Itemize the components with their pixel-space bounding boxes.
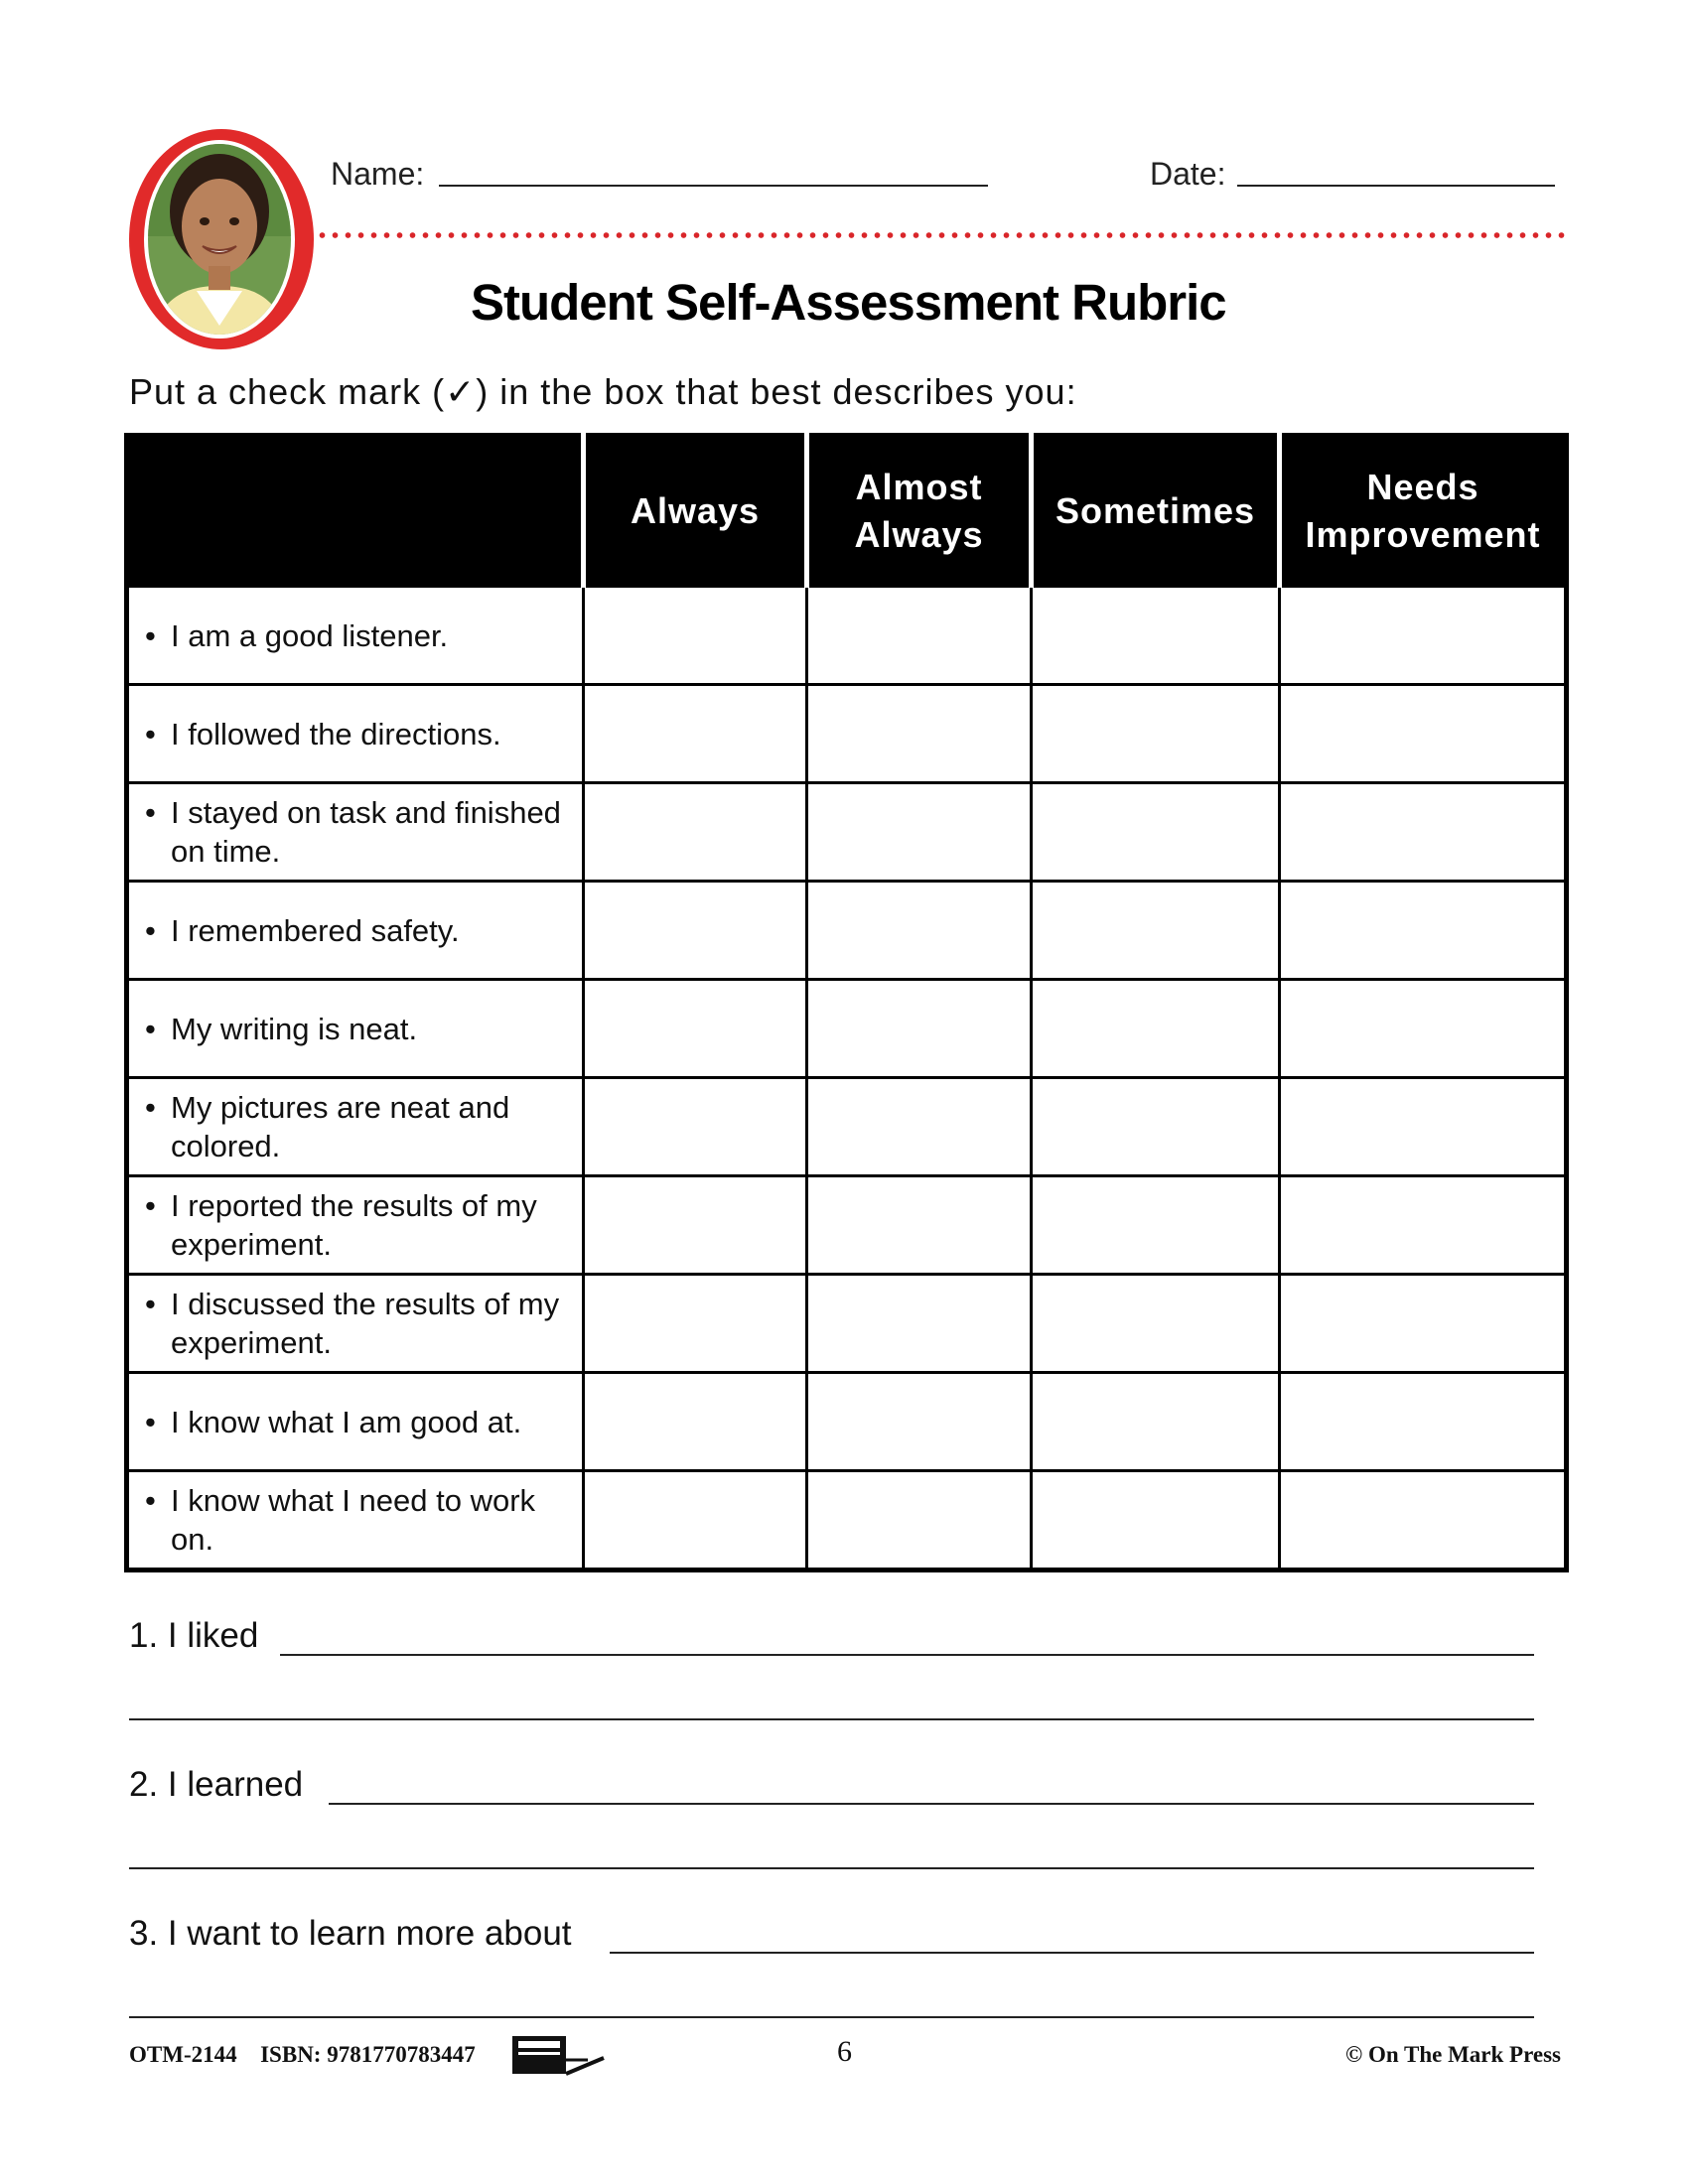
- checkbox-cell[interactable]: [1032, 1078, 1280, 1176]
- criterion-text: I remembered safety.: [171, 912, 460, 948]
- column-header: Almost Always: [807, 436, 1032, 587]
- criterion-cell: [127, 882, 584, 980]
- name-label: Name:: [331, 156, 425, 192]
- checkbox-cell[interactable]: [1280, 783, 1567, 882]
- page-number: 6: [837, 2035, 852, 2068]
- checkbox-cell[interactable]: [807, 882, 1032, 980]
- checkbox-cell[interactable]: [1280, 980, 1567, 1078]
- checkbox-cell[interactable]: [584, 1471, 807, 1570]
- criterion-cell: [127, 1078, 584, 1176]
- rubric-row: [127, 882, 1567, 980]
- checkbox-cell[interactable]: [1032, 1373, 1280, 1471]
- checkbox-cell[interactable]: [1280, 587, 1567, 685]
- criterion-cell: [127, 1275, 584, 1373]
- dotted-divider: [316, 231, 1569, 239]
- answer-line[interactable]: [129, 1867, 1534, 1869]
- criterion-item: [145, 616, 572, 655]
- checkbox-cell[interactable]: [584, 980, 807, 1078]
- criterion-text: I know what I need to work on.: [171, 1483, 536, 1557]
- bullet-icon: •: [145, 1090, 156, 1125]
- checkbox-cell[interactable]: [807, 1176, 1032, 1275]
- checkbox-cell[interactable]: [584, 882, 807, 980]
- criterion-item: [145, 911, 572, 950]
- column-header: Needs Improvement: [1280, 436, 1567, 587]
- criterion-cell: [127, 783, 584, 882]
- rubric-row: [127, 1176, 1567, 1275]
- header-blank-cell: [127, 436, 584, 587]
- checkbox-cell[interactable]: [1032, 1176, 1280, 1275]
- criterion-text: I followed the directions.: [171, 716, 501, 751]
- rubric-table: [124, 433, 1569, 1572]
- criterion-text: I know what I am good at.: [171, 1404, 522, 1439]
- criterion-cell: [127, 1471, 584, 1570]
- checkbox-cell[interactable]: [1280, 1275, 1567, 1373]
- criterion-cell: [127, 685, 584, 783]
- footer-product-info: [129, 2042, 476, 2068]
- bullet-icon: •: [145, 617, 156, 653]
- question-learn-more: 3. I want to learn more about: [129, 1914, 572, 1953]
- checkbox-cell[interactable]: [1280, 1373, 1567, 1471]
- bullet-icon: •: [145, 912, 156, 948]
- criterion-cell: [127, 980, 584, 1078]
- checkbox-cell[interactable]: [807, 685, 1032, 783]
- rubric-row: [127, 1078, 1567, 1176]
- criterion-item: [145, 1285, 572, 1362]
- criterion-text: My pictures are neat and colored.: [171, 1090, 510, 1163]
- criterion-text: I reported the results of my experiment.: [171, 1188, 537, 1262]
- checkbox-cell[interactable]: [807, 1275, 1032, 1373]
- student-portrait: [127, 127, 316, 351]
- name-field[interactable]: [439, 185, 988, 187]
- checkbox-cell[interactable]: [1280, 685, 1567, 783]
- criterion-item: [145, 1088, 572, 1165]
- checkbox-cell[interactable]: [1032, 783, 1280, 882]
- column-header: Always: [584, 436, 807, 587]
- checkbox-cell[interactable]: [1032, 1275, 1280, 1373]
- checkbox-cell[interactable]: [807, 980, 1032, 1078]
- bullet-icon: •: [145, 1011, 156, 1046]
- checkbox-cell[interactable]: [1280, 1176, 1567, 1275]
- isbn-text: ISBN: 9781770783447: [260, 2042, 476, 2067]
- checkbox-cell[interactable]: [584, 1176, 807, 1275]
- criterion-text: I stayed on task and finished on time.: [171, 795, 561, 869]
- rubric-row: [127, 587, 1567, 685]
- date-field[interactable]: [1237, 185, 1555, 187]
- bullet-icon: •: [145, 1188, 156, 1223]
- rubric-row: [127, 980, 1567, 1078]
- checkbox-cell[interactable]: [1280, 882, 1567, 980]
- checkbox-cell[interactable]: [1032, 685, 1280, 783]
- criterion-item: [145, 1010, 572, 1048]
- checkbox-cell[interactable]: [584, 783, 807, 882]
- checkbox-cell[interactable]: [807, 587, 1032, 685]
- page-title: Student Self-Assessment Rubric: [471, 274, 1226, 331]
- bullet-icon: •: [145, 1287, 156, 1321]
- rubric-row: [127, 783, 1567, 882]
- criterion-item: [145, 1403, 572, 1441]
- answer-line[interactable]: [129, 2016, 1534, 2018]
- bullet-icon: •: [145, 1483, 156, 1518]
- criterion-cell: [127, 587, 584, 685]
- product-code: OTM-2144: [129, 2042, 237, 2067]
- checkbox-cell[interactable]: [807, 1373, 1032, 1471]
- instruction-text: Put a check mark (✓) in the box that best describes you:: [129, 371, 1077, 412]
- criterion-item: [145, 793, 572, 871]
- copyright-text: © On The Mark Press: [1345, 2042, 1561, 2067]
- checkbox-cell[interactable]: [584, 685, 807, 783]
- checkbox-cell[interactable]: [1032, 882, 1280, 980]
- criterion-item: [145, 715, 572, 753]
- bullet-icon: •: [145, 716, 156, 751]
- criterion-cell: [127, 1373, 584, 1471]
- criterion-text: My writing is neat.: [171, 1011, 418, 1046]
- checkbox-cell[interactable]: [807, 1471, 1032, 1570]
- checkbox-cell[interactable]: [584, 1275, 807, 1373]
- bullet-icon: •: [145, 795, 156, 830]
- rubric-row: [127, 685, 1567, 783]
- rubric-row: [127, 1471, 1567, 1570]
- checkbox-cell[interactable]: [584, 1373, 807, 1471]
- answer-line[interactable]: [610, 1952, 1534, 1954]
- checkbox-cell[interactable]: [1032, 1471, 1280, 1570]
- criterion-item: [145, 1481, 572, 1559]
- criterion-cell: [127, 1176, 584, 1275]
- rubric-row: [127, 1373, 1567, 1471]
- bullet-icon: •: [145, 1404, 156, 1439]
- book-logo-icon: [508, 2030, 608, 2078]
- checkbox-cell[interactable]: [584, 1078, 807, 1176]
- rubric-header-row: [127, 436, 1567, 587]
- checkbox-cell[interactable]: [1280, 1078, 1567, 1176]
- date-label: Date:: [1150, 156, 1226, 192]
- rubric-row: [127, 1275, 1567, 1373]
- checkbox-cell[interactable]: [1280, 1471, 1567, 1570]
- checkbox-cell[interactable]: [1032, 980, 1280, 1078]
- criterion-text: I discussed the results of my experiment.: [171, 1287, 560, 1360]
- criterion-item: [145, 1186, 572, 1264]
- checkbox-cell[interactable]: [807, 783, 1032, 882]
- column-header: Sometimes: [1032, 436, 1280, 587]
- checkbox-cell[interactable]: [584, 587, 807, 685]
- checkbox-cell[interactable]: [807, 1078, 1032, 1176]
- checkbox-cell[interactable]: [1032, 587, 1280, 685]
- question-learned: 2. I learned: [129, 1765, 304, 1804]
- answer-line[interactable]: [129, 1718, 1534, 1720]
- criterion-text: I am a good listener.: [171, 617, 449, 653]
- answer-line[interactable]: [280, 1654, 1534, 1656]
- answer-line[interactable]: [329, 1803, 1534, 1805]
- question-liked: 1. I liked: [129, 1616, 259, 1655]
